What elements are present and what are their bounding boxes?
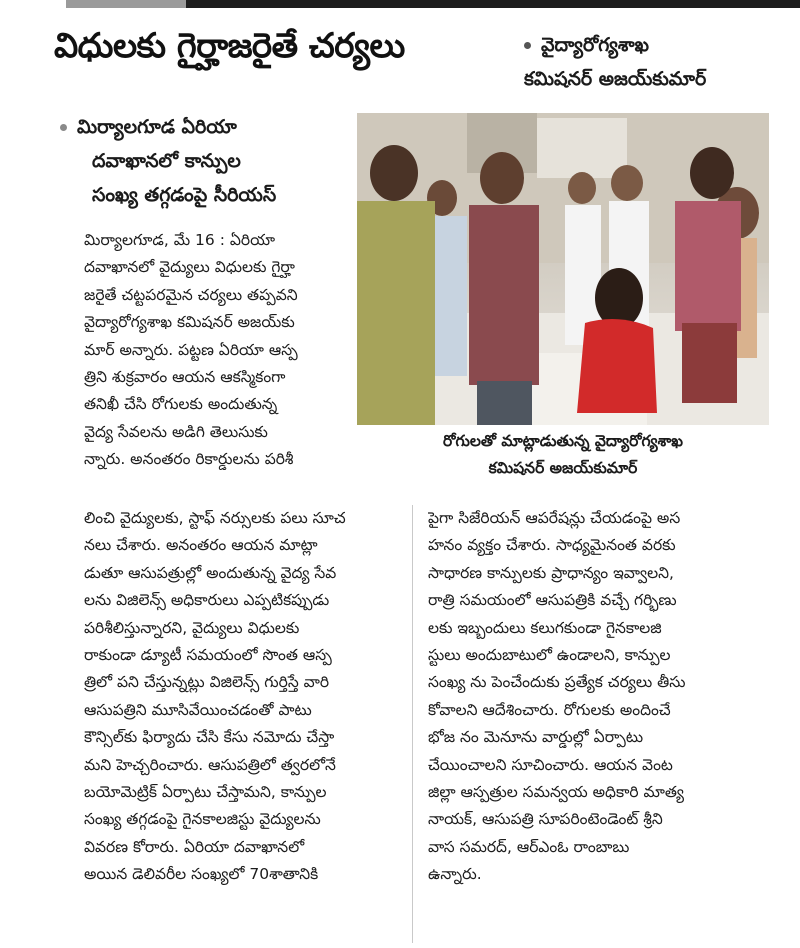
article-body-left-bottom: [84, 505, 414, 889]
body-line: న్నారు. అనంతరం రికార్డులను పరిశీ: [84, 450, 294, 469]
body-line: లకు ఇబ్బందులు కలుగకుండా గైనకాలజి: [428, 618, 662, 637]
photo-caption: [357, 428, 769, 482]
body-line: వాస సమరద్, ఆర్ఎంఓ రాంబాబు: [428, 837, 630, 856]
body-line: వైద్యారోగ్యశాఖ కమిషనర్ అజయ్‌కు: [84, 313, 295, 332]
body-line: నాయక్, ఆసుపత్రి సూపరింటెండెంట్ శ్రీని: [428, 810, 663, 829]
body-line: భోజ నం మెనూను వార్డుల్లో ఏర్పాటు: [428, 728, 644, 747]
body-line: పరిశీలిస్తున్నారని, వైద్యులు విధులకు: [84, 618, 300, 637]
bullet-icon: [524, 42, 531, 49]
body-line: చేయించాలని సూచించారు. ఆయన వెంట: [428, 755, 673, 774]
body-line: జిల్లా ఆస్పత్రుల సమన్వయ అధికారి మాత్య: [428, 783, 684, 802]
body-line: డుతూ ఆసుపత్రుల్లో అందుతున్న వైద్య సేవ: [84, 563, 337, 582]
body-line: వివరణ కోరారు. ఏరియా దవాఖానలో: [84, 837, 305, 856]
body-line: అయిన డెలివరీల సంఖ్యలో 70శాతానికి: [84, 865, 319, 884]
body-line: మని హెచ్చరించారు. ఆసుపత్రిలో త్వరలోనే: [84, 755, 336, 774]
body-line: త్రిని శుక్రవారం ఆయన ఆకస్మికంగా: [84, 368, 286, 387]
body-line: సంఖ్య తగ్గడంపై గైనకాలజిస్టు వైద్యులను: [84, 810, 321, 829]
body-line: నలు చేశారు. అనంతరం ఆయన మాట్లా: [84, 536, 318, 555]
article-body-left-top: [84, 227, 352, 474]
body-line: లను విజిలెన్స్ అధికారులు ఎప్పటికప్పుడు: [84, 591, 330, 610]
deck-left-line-1: [60, 110, 350, 144]
column-divider: [412, 505, 413, 943]
body-line: మార్ అన్నారు. పట్టణ ఏరియా ఆస్ప: [84, 340, 298, 359]
deck-right-line-1: [524, 28, 794, 62]
news-photo: [357, 113, 769, 425]
photo-illustration: [357, 113, 769, 425]
body-line: రాకుండా డ్యూటీ సమయంలో సొంత ఆస్ప: [84, 646, 332, 665]
body-line: స్టులు అందుబాటులో ఉండాలని, కాన్పుల: [428, 646, 671, 665]
body-line: త్రిలో పని చేస్తున్నట్లు విజిలెన్స్ గుర్తిస్తే వారి: [84, 673, 330, 692]
photo-caption-line-2: కమిషనర్ అజయ్‌కుమార్: [488, 459, 638, 477]
body-line: ఉన్నారు.: [428, 865, 482, 884]
body-line: రాత్రి సమయంలో ఆసుపత్రికి వచ్చే గర్భిణు: [428, 591, 677, 610]
deck-left: [60, 110, 350, 212]
deck-left-text-1: మిర్యాలగూడ ఏరియా: [77, 116, 237, 138]
body-line: దవాఖానలో వైద్యులు విధులకు గైర్హా: [84, 258, 295, 277]
body-line: సంఖ్య ను పెంచేందుకు ప్రత్యేక చర్యలు తీసు: [428, 673, 686, 692]
body-line: పైగా సిజేరియన్ ఆపరేషన్లు చేయడంపై అస: [428, 509, 681, 527]
article-body-right: [428, 505, 768, 889]
body-line: వైద్య సేవలను అడిగి తెలుసుకు: [84, 422, 268, 441]
body-line: లించి వైద్యులకు, స్టాఫ్ నర్సులకు పలు సూచ: [84, 509, 346, 527]
photo-caption-line-1: రోగులతో మాట్లాడుతున్న వైద్యారోగ్యశాఖ: [443, 432, 683, 450]
deck-left-line-2: దవాఖానలో కాన్పుల: [92, 150, 241, 172]
headline: విధులకు గైర్హాజరైతే చర్యలు: [54, 26, 405, 66]
bullet-icon: [60, 124, 67, 131]
deck-right: [524, 28, 794, 96]
body-line: ఆసుపత్రిని మూసివేయించడంతో పాటు: [84, 700, 312, 719]
body-line: సాధారణ కాన్పులకు ప్రాధాన్యం ఇవ్వాలని,: [428, 563, 674, 582]
deck-right-line-2: కమిషనర్ అజయ్‌కుమార్: [524, 68, 707, 90]
top-rule-accent: [66, 0, 186, 8]
deck-right-text-1: వైద్యారోగ్యశాఖ: [541, 34, 650, 56]
deck-left-line-3: సంఖ్య తగ్గడంపై సీరియస్: [92, 184, 277, 206]
body-line: హనం వ్యక్తం చేశారు. సాధ్యమైనంత వరకు: [428, 536, 676, 555]
body-line: మిర్యాలగూడ, మే 16 : ఏరియా: [84, 231, 275, 249]
body-line: తనిఖీ చేసి రోగులకు అందుతున్న: [84, 395, 278, 414]
body-line: కౌన్సిల్‌కు ఫిర్యాదు చేసి కేసు నమోదు చేస్తా: [84, 728, 335, 747]
body-line: జరైతే చట్టపరమైన చర్యలు తప్పవని: [84, 285, 298, 304]
body-line: బయోమెట్రిక్ ఏర్పాటు చేస్తామని, కాన్పుల: [84, 783, 327, 802]
body-line: కోవాలని ఆదేశించారు. రోగులకు అందించే: [428, 700, 671, 719]
